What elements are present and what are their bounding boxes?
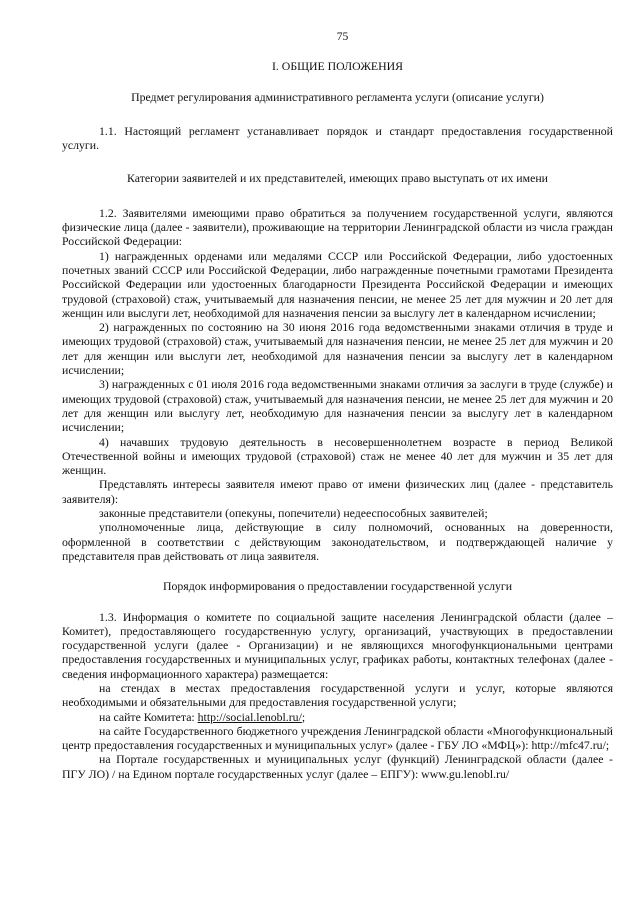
paragraph-legal-reps: законные представители (опекуны, попечители) недееспособных заявителей; bbox=[99, 506, 488, 521]
list-item-3: 3) награжденных с 01 июля 2016 года ведомственными знаками отличия за заслуги в труде (службе) и имеющих трудовой (страховой) стаж, учитываемый для назначения пенсии, не менее 25 лет для мужчин и 20 лет для женщин или выслугу лет, необходимую для назначения пенсии за выслугу лет в календарном исчислении; bbox=[62, 377, 613, 435]
subheading-applicants: Категории заявителей и их представителей, имеющих право выступать от их имени bbox=[127, 171, 548, 186]
paragraph-1-2: 1.2. Заявителями имеющими право обратиться за получением государственной услуги, являются физические лица (далее - заявители), проживающие на территории Ленинградской области из числа граждан Российской Федерации: bbox=[62, 205, 613, 249]
subheading-subject: Предмет регулирования административного регламента услуги (описание услуги) bbox=[131, 89, 544, 104]
subheading-info: Порядок информирования о предоставлении государственной услуги bbox=[162, 579, 513, 594]
committee-site-link[interactable]: http://social.lenobl.ru/ bbox=[197, 709, 302, 724]
paragraph-mfc: на сайте Государственного бюджетного учреждения Ленинградской области «Многофункциональный центр предоставления государственных и муниципальных услуг» (далее - ГБУ ЛО «МФЦ»): http://mfc47.ru/; bbox=[62, 723, 613, 753]
list-item-4: 4) начавших трудовую деятельность в несовершеннолетнем возрасте в период Великой Отечественной войны и имеющих трудовой (страховой) стаж не менее 40 лет для мужчин и 35 лет для женщин. bbox=[62, 434, 613, 478]
page-number: 75 bbox=[336, 31, 349, 43]
paragraph-represent: Представлять интересы заявителя имеют право от имени физических лиц (далее - представитель заявителя): bbox=[62, 477, 613, 506]
paragraph-authorized: уполномоченные лица, действующие в силу полномочий, основанных на доверенности, оформленной в соответствии с действующим законодательством, и подтверждающей наличие у представителя прав действовать от лица заявителя. bbox=[62, 520, 613, 563]
paragraph-1-3: 1.3. Информация о комитете по социальной защите населения Ленинградской области (далее – Комитет), предоставляющего государственную услугу, организаций, участвующих в предоставлении государственной услуги (далее - Организации) и не являющихся многофункциональными центрами предоставления государственных и муниципальных услуг, графиках работы, контактных телефонах (далее - сведения информационного характера) размещается: bbox=[62, 609, 613, 681]
list-item-1: 1) награжденных орденами или медалями СССР или Российской Федерации, либо удостоенных почетных званий СССР или Российской Федерации, либо награжденные почетными грамотами Президента Российской Федерации или удостоенных благодарности Президента Российской Федерации и имеющих трудовой (страховой) стаж, учитываемый для назначения пенсии, не менее 25 лет для мужчин и 20 лет для женщин или выслуги лет, необходимой для назначения пенсии за выслугу лет в календарном исчислении; bbox=[62, 248, 613, 320]
paragraph-site bbox=[62, 710, 613, 724]
paragraph-1-1: 1.1. Настоящий регламент устанавливает порядок и стандарт предоставления государственной услуги. bbox=[62, 123, 613, 153]
section-title: I. ОБЩИЕ ПОЛОЖЕНИЯ bbox=[271, 59, 404, 74]
paragraph-portal: на Портале государственных и муниципальных услуг (функций) Ленинградской области (далее - ПГУ ЛО) / на Едином портале государственных услуг (далее – ЕПГУ): www.gu.lenobl.ru/ bbox=[62, 752, 613, 781]
paragraph-stands: на стендах в местах предоставления государственной услуги и услуг, которые являются необходимыми и обязательными для предоставления государственной услуги; bbox=[62, 680, 613, 710]
list-item-2: 2) награжденных по состоянию на 30 июня 2016 года ведомственными знаками отличия в труде и имеющих трудовой (страховой) стаж, учитываемый для назначения пенсии, не менее 25 лет для мужчин и 20 лет для женщин или выслуги лет, необходимой для назначения пенсии за выслугу лет в календарном исчислении; bbox=[62, 320, 613, 378]
site-prefix: на сайте Комитета: bbox=[99, 709, 198, 724]
site-suffix: ; bbox=[301, 709, 306, 724]
